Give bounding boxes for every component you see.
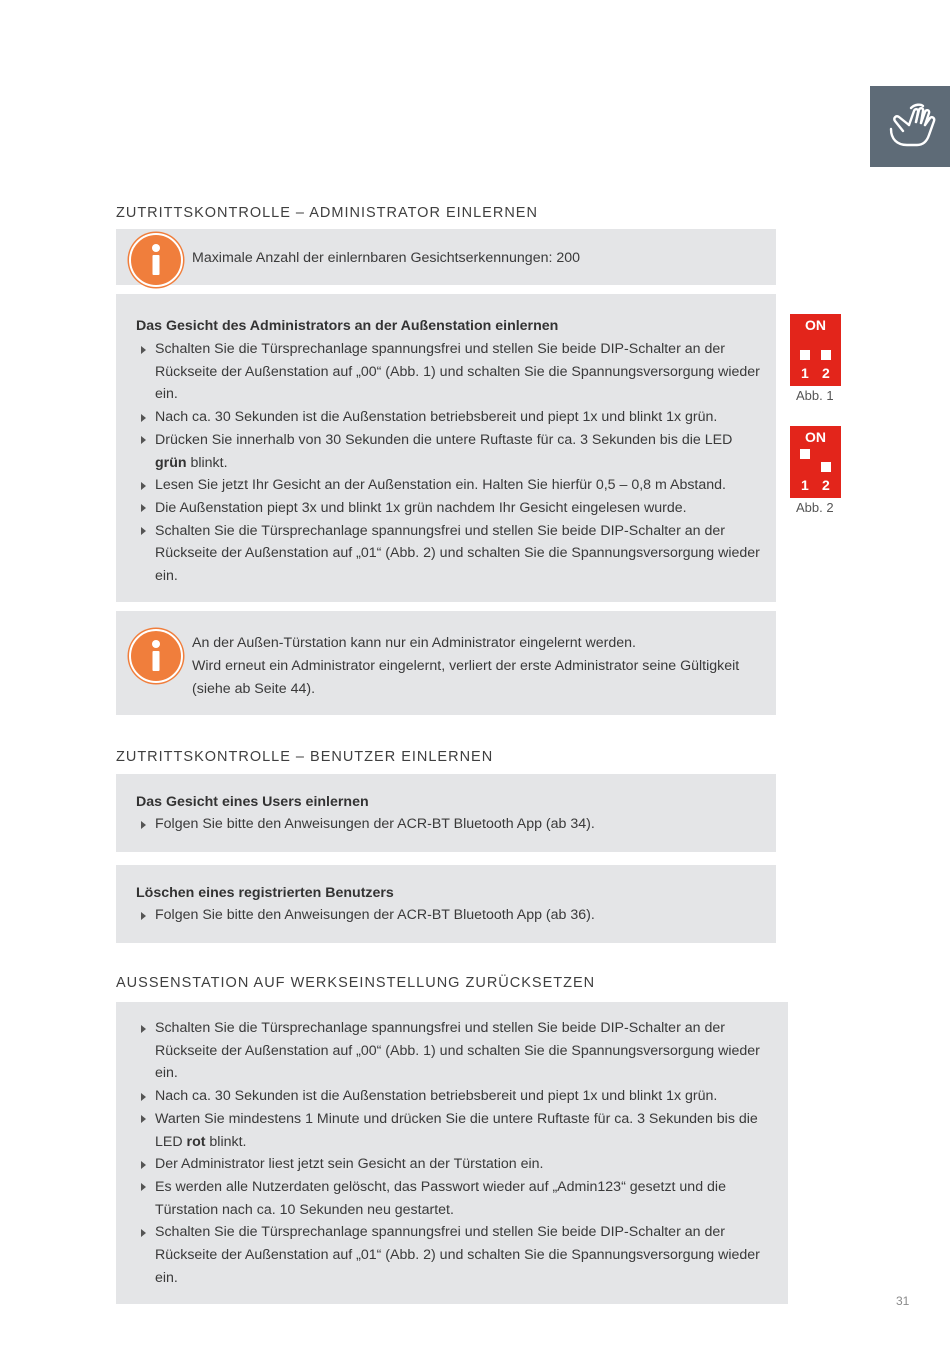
box-heading: Das Gesicht des Administrators an der Außenstation einlernen: [136, 318, 559, 334]
dip-number-2: 2: [822, 365, 830, 381]
instruction-list: [136, 904, 761, 927]
dip-switch-1: [800, 350, 810, 360]
info-text: [192, 632, 739, 701]
touch-hand-icon: [885, 103, 937, 149]
figure-caption-2: Abb. 2: [796, 500, 834, 515]
info-line: Wird erneut ein Administrator eingelernt, verliert der erste Administrator seine Gültigkeit: [192, 658, 740, 674]
dip-switch-figure-2: [790, 426, 841, 498]
box-heading: Das Gesicht eines Users einlernen: [136, 794, 369, 810]
list-item: Schalten Sie die Türsprechanlage spannungsfrei und stellen Sie beide DIP-Schalter an der Rückseite der Außenstation auf „01“ (Abb. 2) und schalten Sie die Spannungsversorgung wieder ein.: [136, 520, 761, 588]
chapter-tab: [870, 86, 950, 167]
list-item: Der Administrator liest jetzt sein Gesicht an der Türstation ein.: [136, 1153, 761, 1176]
figure-caption-1: Abb. 1: [796, 388, 834, 403]
dip-number-2: 2: [822, 477, 830, 493]
instruction-list: [136, 338, 761, 588]
instruction-list: [136, 813, 761, 836]
list-item: Nach ca. 30 Sekunden ist die Außenstation betriebsbereit und piept 1x und blinkt 1x grün.: [136, 1085, 761, 1108]
info-box-single-admin: [116, 611, 776, 715]
list-item: Die Außenstation piept 3x und blinkt 1x grün nachdem Ihr Gesicht eingelesen wurde.: [136, 497, 761, 520]
dip-switch-1: [800, 449, 810, 459]
section-title-user: ZUTRITTSKONTROLLE – BENUTZER EINLERNEN: [116, 749, 494, 765]
list-item: Schalten Sie die Türsprechanlage spannungsfrei und stellen Sie beide DIP-Schalter an der Rückseite der Außenstation auf „00“ (Abb. 1) und schalten Sie die Spannungsversorgung wieder ein.: [136, 338, 761, 406]
instruction-list: [136, 1017, 761, 1289]
dip-number-1: 1: [801, 365, 809, 381]
section-title-admin: ZUTRITTSKONTROLLE – ADMINISTRATOR EINLERNEN: [116, 205, 538, 221]
info-box-max-faces: [116, 229, 776, 285]
dip-switch-2: [821, 350, 831, 360]
dip-number-1: 1: [801, 477, 809, 493]
list-item: Schalten Sie die Türsprechanlage spannungsfrei und stellen Sie beide DIP-Schalter an der Rückseite der Außenstation auf „01“ (Abb. 2) und schalten Sie die Spannungsversorgung wieder ein.: [136, 1221, 761, 1289]
info-line: (siehe ab Seite 44).: [192, 681, 316, 697]
page-number: 31: [896, 1294, 910, 1308]
info-icon: [129, 233, 183, 287]
user-delete-box: [116, 865, 776, 943]
info-icon: [129, 629, 183, 683]
dip-switch-2: [821, 462, 831, 472]
section-title-reset: AUSSENSTATION AUF WERKSEINSTELLUNG ZURÜCKSETZEN: [116, 975, 596, 991]
list-item: Lesen Sie jetzt Ihr Gesicht an der Außenstation ein. Halten Sie hierfür 0,5 – 0,8 m Abstand.: [136, 474, 761, 497]
list-item: Folgen Sie bitte den Anweisungen der ACR-BT Bluetooth App (ab 34).: [136, 813, 761, 836]
dip-on-label: ON: [805, 429, 826, 445]
list-item: Warten Sie mindestens 1 Minute und drücken Sie die untere Ruftaste für ca. 3 Sekunden bis die LED rot blinkt.: [136, 1108, 761, 1153]
reset-instructions-box: [116, 1002, 788, 1304]
dip-on-label: ON: [805, 317, 826, 333]
info-text: Maximale Anzahl der einlernbaren Gesichtserkennungen: 200: [192, 250, 581, 266]
list-item: Drücken Sie innerhalb von 30 Sekunden die untere Ruftaste für ca. 3 Sekunden bis die LED grün blinkt.: [136, 429, 761, 474]
dip-switch-figure-1: [790, 314, 841, 386]
list-item: Es werden alle Nutzerdaten gelöscht, das Passwort wieder auf „Admin123“ gesetzt und die Türstation nach ca. 10 Sekunden neu gestartet.: [136, 1176, 761, 1221]
box-heading: Löschen eines registrierten Benutzers: [136, 885, 394, 901]
list-item: Schalten Sie die Türsprechanlage spannungsfrei und stellen Sie beide DIP-Schalter an der Rückseite der Außenstation auf „00“ (Abb. 1) und schalten Sie die Spannungsversorgung wieder ein.: [136, 1017, 761, 1085]
list-item: Nach ca. 30 Sekunden ist die Außenstation betriebsbereit und piept 1x und blinkt 1x grün.: [136, 406, 761, 429]
user-enroll-box: [116, 774, 776, 852]
list-item: Folgen Sie bitte den Anweisungen der ACR-BT Bluetooth App (ab 36).: [136, 904, 761, 927]
admin-instructions-box: [116, 294, 776, 602]
info-line: An der Außen-Türstation kann nur ein Administrator eingelernt werden.: [192, 635, 636, 651]
